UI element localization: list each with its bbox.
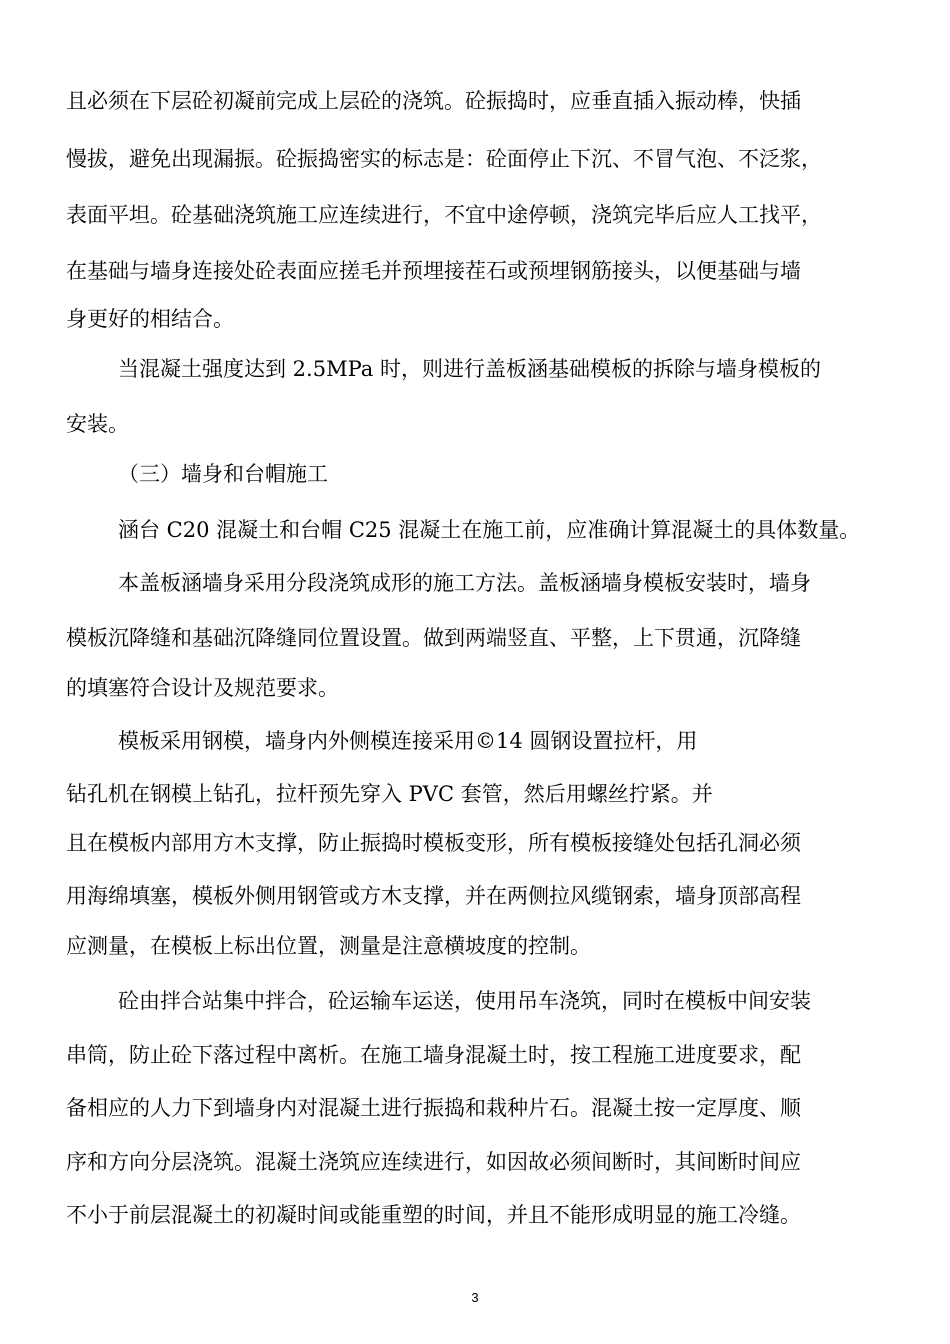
text-line: 序和方向分层浇筑。混凝土浇筑应连续进行，如因故必须间断时，其间断时间应: [66, 1150, 801, 1174]
text-line: 应测量，在模板上标出位置，测量是注意横坡度的控制。: [66, 934, 591, 958]
text-line: 在基础与墙身连接处砼表面应搓毛并预埋接茬石或预埋钢筋接头，以便基础与墙: [66, 259, 801, 283]
page-number: 3: [471, 1290, 479, 1305]
text-line: 的填塞符合设计及规范要求。: [66, 676, 339, 700]
text-line: 钻孔机在钢模上钻孔，拉杆预先穿入 PVC 套管，然后用螺丝拧紧。并: [66, 782, 713, 806]
text-line: 砼由拌合站集中拌合，砼运输车运送，使用吊车浇筑，同时在模板中间安装: [118, 989, 811, 1013]
text-line: 串筒，防止砼下落过程中离析。在施工墙身混凝土时，按工程施工进度要求，配: [66, 1043, 801, 1067]
text-line: 本盖板涵墙身采用分段浇筑成形的施工方法。盖板涵墙身模板安装时，墙身: [118, 571, 811, 595]
text-line: 且在模板内部用方木支撑，防止振捣时模板变形，所有模板接缝处包括孔洞必须: [66, 831, 801, 855]
text-line: 备相应的人力下到墙身内对混凝土进行振捣和栽种片石。混凝土按一定厚度、顺: [66, 1096, 801, 1120]
text-line: 安装。: [66, 412, 129, 436]
text-line: 慢拔，避免出现漏振。砼振捣密实的标志是：砼面停止下沉、不冒气泡、不泛浆，: [66, 147, 822, 171]
text-line: 不小于前层混凝土的初凝时间或能重塑的时间，并且不能形成明显的施工冷缝。: [66, 1203, 801, 1227]
text-line: 当混凝土强度达到 2.5MPa 时，则进行盖板涵基础模板的拆除与墙身模板的: [118, 357, 821, 381]
text-line: 涵台 C20 混凝土和台帽 C25 混凝土在施工前，应准确计算混凝土的具体数量。: [118, 518, 861, 542]
text-line: 用海绵填塞，模板外侧用钢管或方木支撑，并在两侧拉风缆钢索，墙身顶部高程: [66, 884, 801, 908]
text-line: 身更好的相结合。: [66, 307, 234, 331]
text-line: 且必须在下层砼初凝前完成上层砼的浇筑。砼振捣时，应垂直插入振动棒，快插: [66, 89, 801, 113]
text-line: 模板采用钢模，墙身内外侧模连接采用©14 圆钢设置拉杆，用: [118, 729, 698, 753]
section-heading: （三）墙身和台帽施工: [118, 462, 328, 486]
text-line: 模板沉降缝和基础沉降缝同位置设置。做到两端竖直、平整，上下贯通，沉降缝: [66, 626, 801, 650]
text-line: 表面平坦。砼基础浇筑施工应连续进行，不宜中途停顿，浇筑完毕后应人工找平，: [66, 203, 822, 227]
